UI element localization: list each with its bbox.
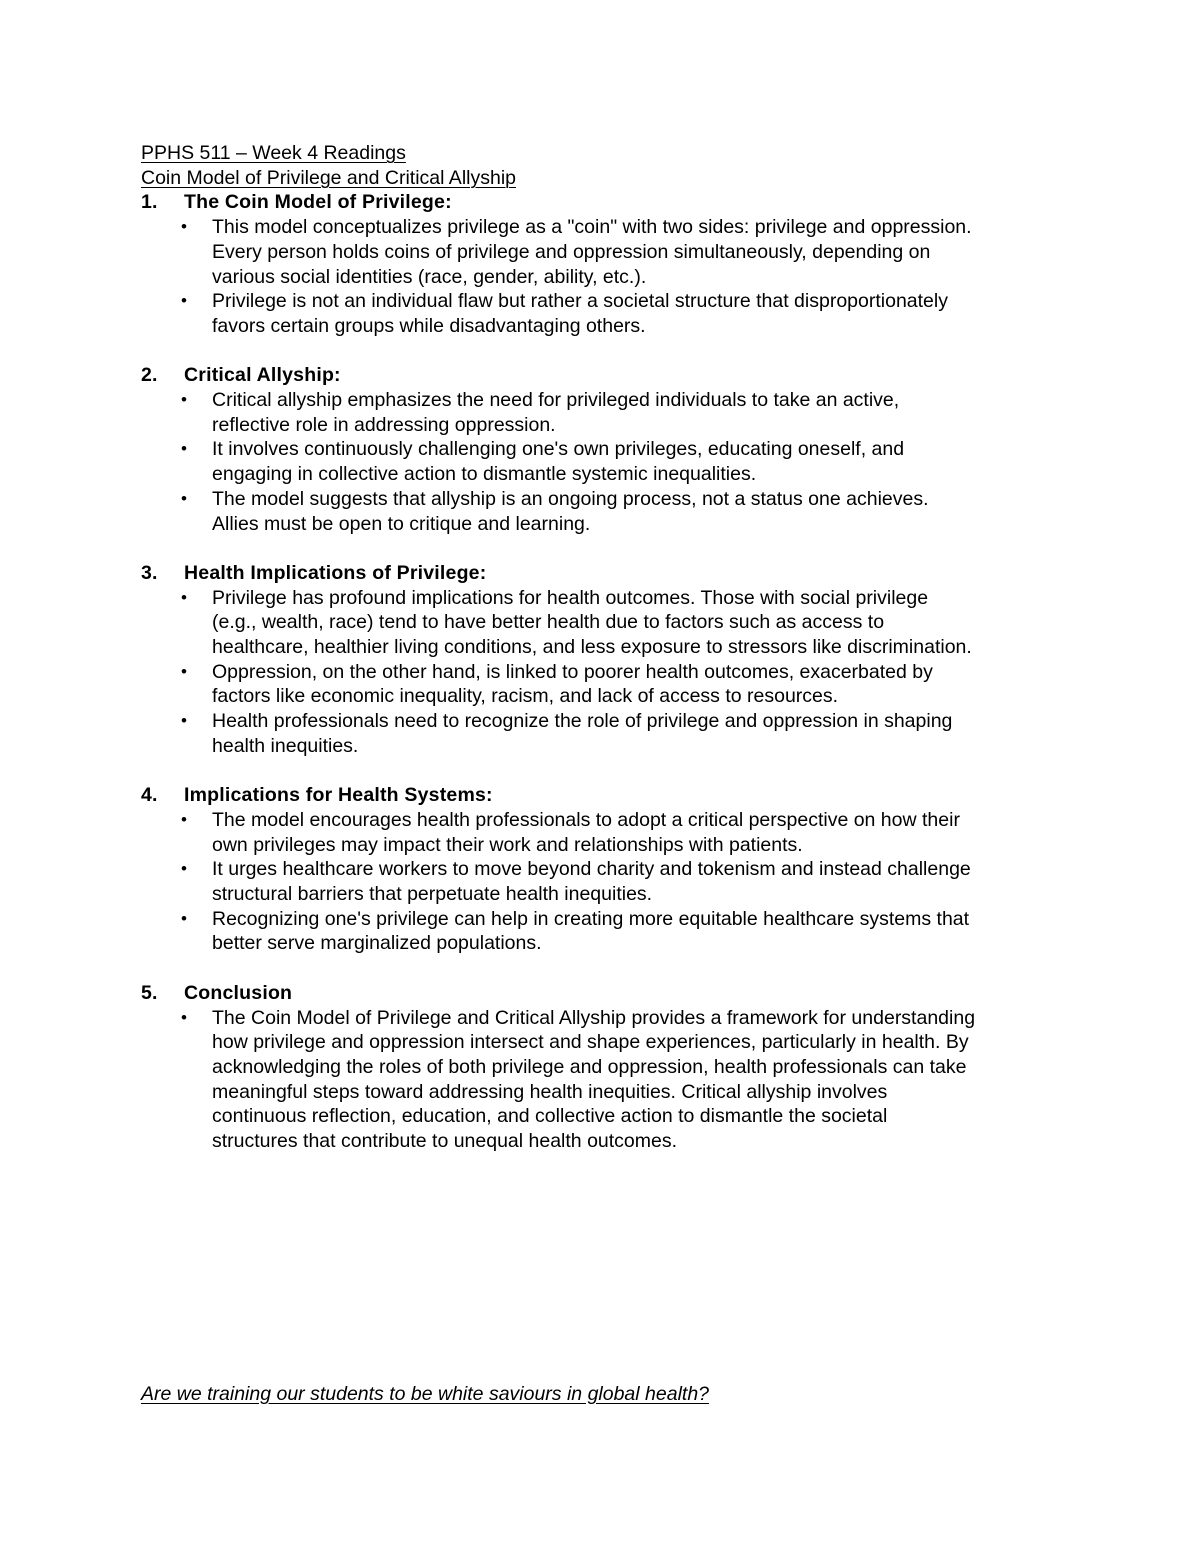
bullet-text-line: how privilege and oppression intersect and shape experiences, particularly in health. By — [212, 1031, 969, 1054]
bullet-icon: • — [181, 711, 187, 731]
bullet-icon: • — [181, 1007, 187, 1027]
section-number: 1. — [141, 191, 158, 214]
bullet-text-line: This model conceptualizes privilege as a "coin" with two sides: privilege and oppression. — [212, 216, 972, 239]
bullet-text-line: Health professionals need to recognize the role of privilege and oppression in shaping — [212, 710, 953, 733]
bullet-text-line: The Coin Model of Privilege and Critical Allyship provides a framework for understanding — [212, 1006, 976, 1029]
section-number: 4. — [141, 784, 158, 807]
bullet-text-line: Every person holds coins of privilege and oppression simultaneously, depending on — [212, 240, 931, 263]
bullet-text-line: Critical allyship emphasizes the need for privileged individuals to take an active, — [212, 389, 900, 412]
bullet-text-line: various social identities (race, gender, ability, etc.). — [212, 265, 647, 288]
bullet-text-line: It involves continuously challenging one's own privileges, educating oneself, and — [212, 438, 905, 461]
bullet-icon: • — [181, 291, 187, 311]
bullet-list — [141, 215, 1071, 339]
bullet-text-line: engaging in collective action to dismantle systemic inequalities. — [212, 463, 757, 486]
bullet-item — [141, 1006, 1071, 1154]
bullet-text-line: Privilege has profound implications for health outcomes. Those with social privilege — [212, 586, 929, 609]
bullet-icon: • — [181, 908, 187, 928]
bullet-icon: • — [181, 859, 187, 879]
bullet-text-line: The model suggests that allyship is an ongoing process, not a status one achieves. — [212, 487, 929, 510]
bullet-text-line: own privileges may impact their work and relationships with patients. — [212, 833, 803, 856]
section-heading-text: Critical Allyship: — [184, 364, 341, 387]
section-heading — [141, 783, 1071, 808]
bullet-text-line: factors like economic inequality, racism, and lack of access to resources. — [212, 685, 839, 708]
bullet-item — [141, 709, 1071, 758]
section-heading-text: Conclusion — [184, 981, 293, 1004]
course-title: PPHS 511 – Week 4 Readings — [141, 142, 406, 164]
section-4 — [141, 783, 1071, 956]
bullet-icon: • — [181, 217, 187, 237]
bullet-text-line: healthcare, healthier living conditions, and less exposure to stressors like discrimination. — [212, 636, 972, 659]
bullet-text-line: Privilege is not an individual flaw but rather a societal structure that disproportionately — [212, 290, 948, 313]
bullet-text-line: (e.g., wealth, race) tend to have better health due to factors such as access to — [212, 611, 885, 634]
bullet-item — [141, 487, 1071, 536]
section-5 — [141, 981, 1071, 1154]
bullet-item — [141, 907, 1071, 956]
bullet-item — [141, 289, 1071, 338]
bullet-text-line: It urges healthcare workers to move beyond charity and tokenism and instead challenge — [212, 858, 971, 881]
bullet-item — [141, 437, 1071, 486]
section-heading — [141, 363, 1071, 388]
next-reading-title: Are we training our students to be white saviours in global health? — [141, 1383, 710, 1405]
bullet-list — [141, 388, 1071, 536]
reading-title: Coin Model of Privilege and Critical Allyship — [141, 166, 517, 189]
bullet-icon: • — [181, 661, 187, 681]
section-heading — [141, 190, 1071, 215]
bullet-icon: • — [181, 390, 187, 410]
bullet-text-line: Allies must be open to critique and learning. — [212, 512, 591, 535]
bullet-item — [141, 215, 1071, 289]
bullet-text-line: health inequities. — [212, 734, 359, 757]
bullet-item — [141, 660, 1071, 709]
bullet-list — [141, 808, 1071, 956]
section-1 — [141, 190, 1071, 338]
bullet-item — [141, 808, 1071, 857]
section-number: 2. — [141, 364, 158, 387]
bullet-icon: • — [181, 809, 187, 829]
section-2 — [141, 363, 1071, 536]
bullet-text-line: The model encourages health professionals to adopt a critical perspective on how their — [212, 808, 960, 831]
bullet-text-line: favors certain groups while disadvantaging others. — [212, 314, 646, 337]
section-heading — [141, 981, 1071, 1006]
bullet-icon: • — [181, 488, 187, 508]
bullet-list — [141, 1006, 1071, 1154]
bullet-text-line: Oppression, on the other hand, is linked to poorer health outcomes, exacerbated by — [212, 660, 933, 683]
bullet-text-line: better serve marginalized populations. — [212, 932, 542, 955]
bullet-item — [141, 857, 1071, 906]
section-heading-text: The Coin Model of Privilege: — [184, 191, 452, 214]
document-body — [141, 141, 1071, 1154]
bullet-text-line: acknowledging the roles of both privilege and oppression, health professionals can take — [212, 1055, 967, 1078]
bullet-icon: • — [181, 439, 187, 459]
bullet-item — [141, 586, 1071, 660]
bullet-item — [141, 388, 1071, 437]
bullet-text-line: Recognizing one's privilege can help in creating more equitable healthcare systems that — [212, 907, 970, 930]
sections-list — [141, 190, 1071, 1153]
bullet-text-line: continuous reflection, education, and collective action to dismantle the societal — [212, 1105, 888, 1128]
bullet-text-line: meaningful steps toward addressing health inequities. Critical allyship involves — [212, 1080, 888, 1103]
bullet-text-line: structural barriers that perpetuate health inequities. — [212, 883, 653, 906]
bullet-list — [141, 586, 1071, 759]
section-heading-text: Health Implications of Privilege: — [184, 561, 487, 584]
section-3 — [141, 561, 1071, 759]
section-heading-text: Implications for Health Systems: — [184, 784, 493, 807]
section-heading — [141, 561, 1071, 586]
bullet-text-line: structures that contribute to unequal health outcomes. — [212, 1130, 678, 1153]
section-number: 3. — [141, 561, 158, 584]
bullet-icon: • — [181, 587, 187, 607]
bullet-text-line: reflective role in addressing oppression. — [212, 413, 556, 436]
section-number: 5. — [141, 981, 158, 1004]
